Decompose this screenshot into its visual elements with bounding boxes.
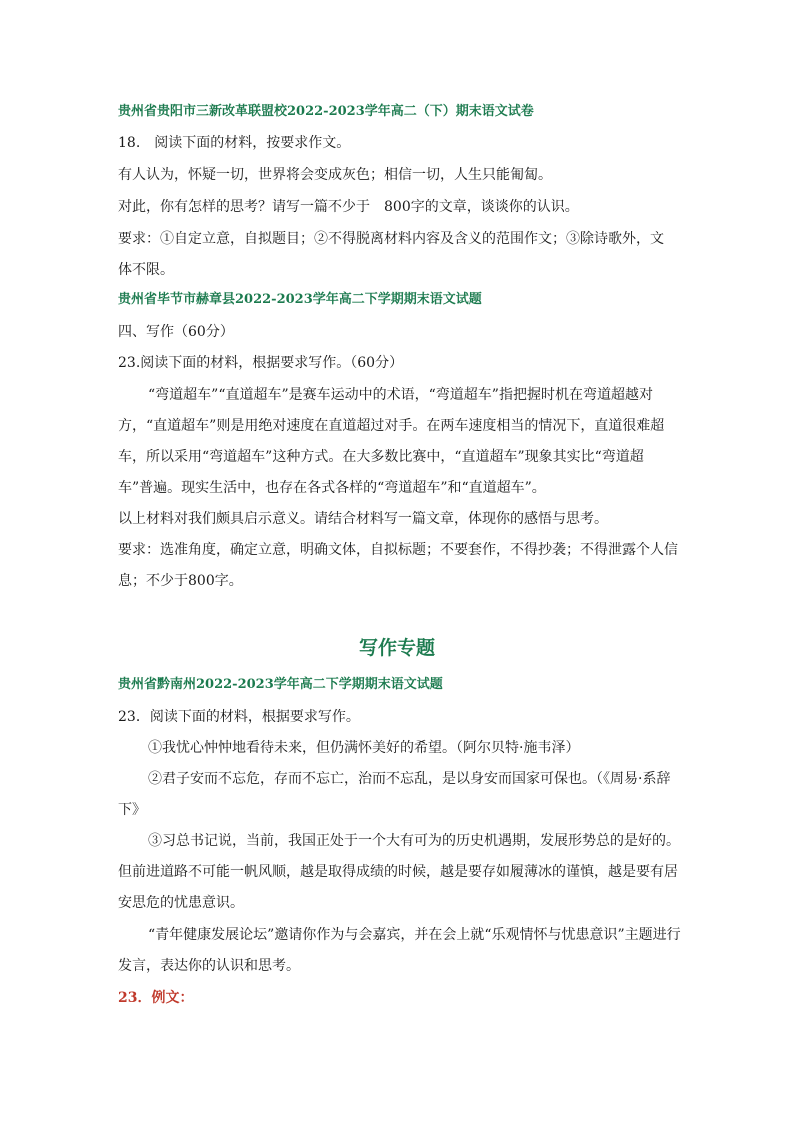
section-heading: 四、写作（60分）	[118, 324, 234, 340]
question-line: 23．阅读下面的材料，根据要求写作。	[118, 709, 360, 725]
question-line: 23.阅读下面的材料，根据要求写作。（60分）	[118, 355, 404, 371]
material-line: 有人认为，怀疑一切，世界将会变成灰色；相信一切，人生只能匍匐。	[118, 167, 552, 183]
source-title: 贵州省黔南州2022-2023学年高二下学期期末语文试题	[118, 677, 443, 692]
quote-line: 安思危的忧患意识。	[118, 895, 244, 911]
answer-heading	[118, 989, 678, 1007]
requirement-line: 要求：选准角度，确定立意，明确文体，自拟标题；不要套作，不得抄袭；不得泄露个人信	[118, 542, 678, 558]
quote-line: 但前进道路不可能一帆风顺，越是取得成绩的时候，越是要存如履薄冰的谨慎，越是要有居	[118, 864, 678, 880]
quote-line: 下》	[118, 802, 146, 818]
material-line: 车”普遍。现实生活中，也存在各式各样的“弯道超车”和“直道超车”。	[118, 480, 546, 496]
material-line: 方，“直道超车”则是用绝对速度在直道超过对手。在两车速度相当的情况下，直道很难超	[118, 418, 665, 434]
quote-line: ③习总书记说，当前，我国正处于一个大有可为的历史机遇期，发展形势总的是好的。	[148, 833, 680, 849]
answer-number: 23．	[118, 990, 152, 1006]
question-line: 18. 阅读下面的材料，按要求作文。	[118, 135, 351, 151]
requirement-line: 息；不少于800字。	[118, 573, 243, 589]
material-line: 车，所以采用“弯道超车”这种方式。在大多数比赛中，“直道超车”现象其实比“弯道超	[118, 449, 644, 465]
quote-line: ②君子安而不忘危，存而不忘亡，治而不忘乱，是以身安而国家可保也。（《周易·系辞	[148, 771, 671, 787]
prompt-line: 对此，你有怎样的思考？请写一篇不少于 800字的文章，谈谈你的认识。	[118, 199, 579, 215]
quote-line: ①我忧心忡忡地看待未来，但仍满怀美好的希望。（阿尔贝特·施韦泽）	[148, 740, 580, 756]
prompt-line: 发言，表达你的认识和思考。	[118, 958, 300, 974]
source-title: 贵州省毕节市赫章县2022-2023学年高二下学期期末语文试题	[118, 292, 482, 307]
source-title: 贵州省贵阳市三新改革联盟校2022-2023学年高二（下）期末语文试卷	[118, 104, 534, 119]
answer-label: 例文：	[151, 990, 194, 1006]
material-line: “弯道超车”“直道超车”是赛车运动中的术语，“弯道超车”指把握时机在弯道超越对	[148, 387, 653, 403]
requirement-line: 要求：①自定立意，自拟题目；②不得脱离材料内容及含义的范围作文；③除诗歌外，文	[118, 231, 664, 247]
requirement-line: 体不限。	[118, 262, 174, 278]
prompt-line: 以上材料对我们颇具启示意义。请结合材料写一篇文章，体现你的感悟与思考。	[118, 511, 608, 527]
prompt-line: “青年健康发展论坛”邀请你作为与会嘉宾，并在会上就“乐观情怀与忧患意识”主题进行	[148, 927, 681, 943]
topic-heading: 写作专题	[358, 637, 435, 659]
